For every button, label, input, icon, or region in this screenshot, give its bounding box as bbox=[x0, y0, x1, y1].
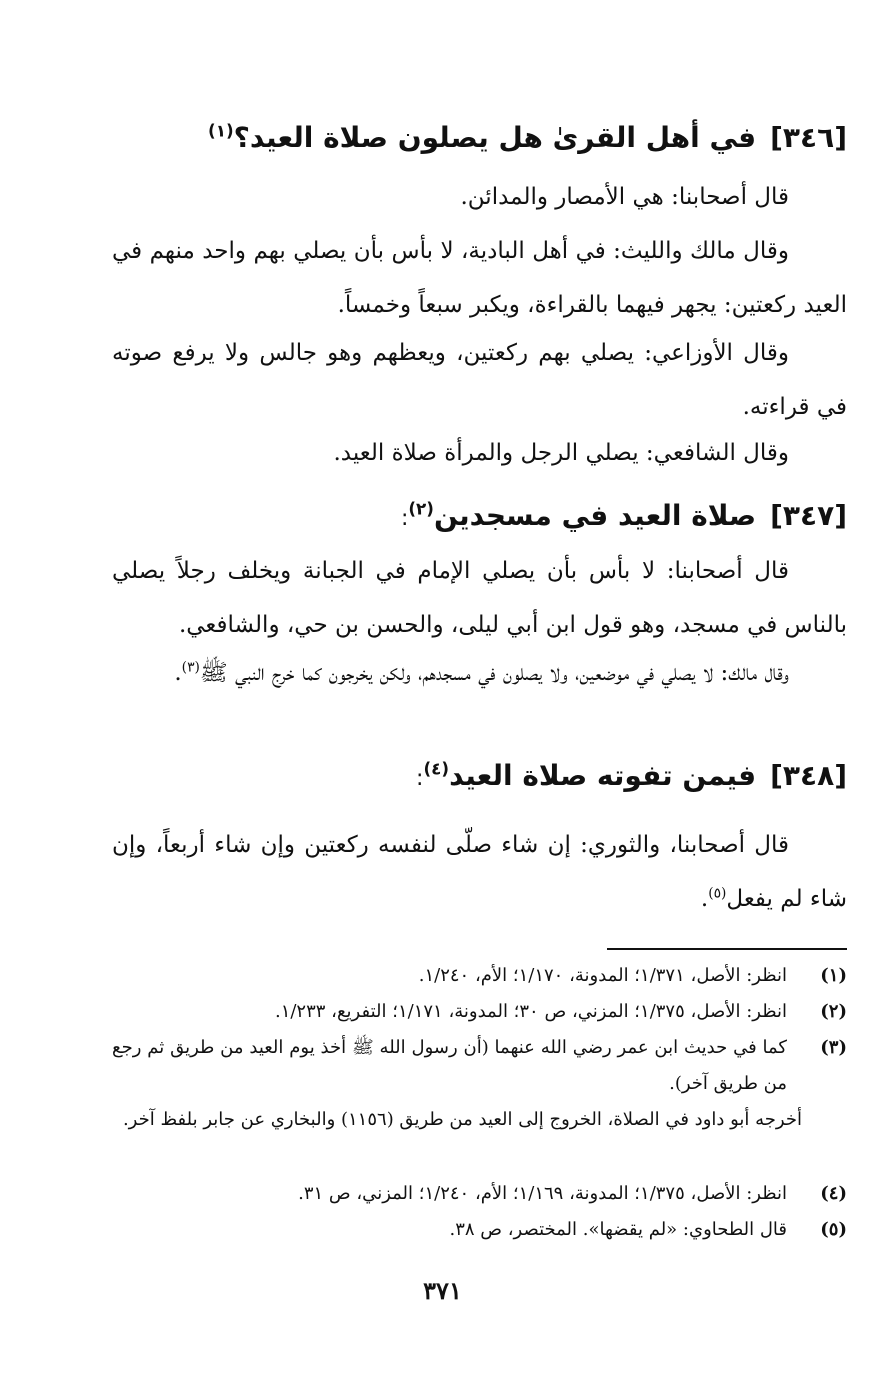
paragraph: وقال مالك والليث: في أهل البادية، لا بأس بأن يصلي بهم واحد منهم في العيد ركعتين: يجهر فيهما بالقراءة، ويكبر سبعاً وخمساً. bbox=[112, 238, 847, 318]
paragraph: وقال الأوزاعي: يصلي بهم ركعتين، ويعظهم وهو جالس ولا يرفع صوته في قراءته. bbox=[112, 340, 847, 420]
paragraph: وقال الشافعي: يصلي الرجل والمرأة صلاة العيد. bbox=[333, 440, 789, 466]
paragraph: قال أصحابنا، والثوري: إن شاء صلّى لنفسه ركعتين وإن شاء أربعاً، وإن شاء لم يفعل$^{(٥)}$. bbox=[112, 832, 847, 912]
section-heading-348: [٣٤٨]فيمن تفوته صلاة العيد$^{(٤)}$: bbox=[416, 758, 847, 792]
footnote-4: (٤) انظر: الأصل، ١/٣٧٥؛ المدونة، ١/١٦٩؛ الأم، ١/٢٤٠؛ المزني، ص ٣١. bbox=[298, 1183, 847, 1204]
section-number: [٣٤٨] bbox=[770, 759, 847, 792]
section-heading-347: [٣٤٧]صلاة العيد في مسجدين$^{(٢)}$: bbox=[400, 498, 847, 532]
section-title: فيمن تفوته صلاة العيد bbox=[449, 759, 757, 792]
paragraph: وقال مالك: لا يصلي في موضعين، ولا يصلون في مسجدهم، ولكن يخرجون كما خرج النبي ﷺ$^{(٣)}$. bbox=[174, 659, 789, 686]
paragraph: قال أصحابنا: لا بأس بأن يصلي الإمام في الجبانة ويخلف رجلاً يصلي بالناس في مسجد، وهو قول ابن أبي ليلى، والحسن بن حي، والشافعي. bbox=[112, 558, 847, 638]
page-number: ٣٧١ bbox=[423, 1276, 462, 1305]
section-number: [٣٤٦] bbox=[770, 121, 847, 154]
footnote-2: (٢) انظر: الأصل، ١/٣٧٥؛ المزني، ص ٣٠؛ المدونة، ١/١٧١؛ التفريع، ١/٢٣٣. bbox=[274, 1001, 847, 1022]
footnote-1: (١) انظر: الأصل، ١/٣٧١؛ المدونة، ١/١٧٠؛ الأم، ١/٢٤٠. bbox=[418, 965, 847, 986]
section-title: صلاة العيد في مسجدين bbox=[433, 499, 757, 532]
footnote-ref: (٢) bbox=[408, 498, 434, 519]
footnote-ref: (١) bbox=[208, 120, 234, 141]
footnote-3: (٣) كما في حديث ابن عمر رضي الله عنهما (أن رسول الله ﷺ أخذ يوم العيد من طريق ثم رجع من طريق آخر). bbox=[112, 1037, 847, 1094]
paragraph: قال أصحابنا: هي الأمصار والمدائن. bbox=[460, 184, 789, 210]
section-number: [٣٤٧] bbox=[770, 499, 847, 532]
footnote-ref: (٤) bbox=[423, 758, 450, 779]
footnote-ref: (٣) bbox=[181, 659, 200, 676]
section-title: في أهل القرىٰ هل يصلون صلاة العيد؟ bbox=[233, 121, 757, 154]
footnote-separator bbox=[607, 948, 847, 950]
footnote-3-continuation: أخرجه أبو داود في الصلاة، الخروج إلى العيد من طريق (١١٥٦) والبخاري عن جابر بلفظ آخر. bbox=[122, 1109, 802, 1130]
footnote-ref: (٥) bbox=[708, 885, 727, 902]
footnote-5: (٥) قال الطحاوي: «لم يقضها». المختصر، ص ٣٨. bbox=[449, 1219, 847, 1240]
section-heading-346 bbox=[110, 118, 847, 158]
